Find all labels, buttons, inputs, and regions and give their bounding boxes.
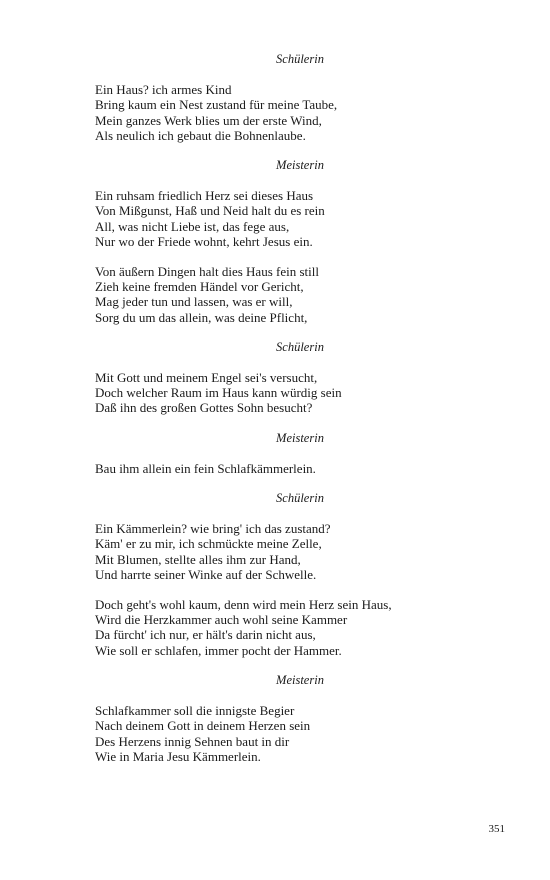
stanza: [95, 370, 455, 416]
verse-line: Als neulich ich gebaut die Bohnenlaube.: [95, 127, 306, 143]
stanza: [95, 703, 455, 764]
spacer: [95, 658, 455, 673]
spacer: [95, 67, 455, 82]
stanza: [95, 461, 455, 476]
verse-line: Doch welcher Raum im Haus kann würdig sein: [95, 385, 342, 401]
verse-line: Ein Haus? ich armes Kind: [95, 82, 232, 98]
verse-line: Bring kaum ein Nest zustand für meine Taube,: [95, 97, 338, 113]
verse-line: All, was nicht Liebe ist, das fege aus,: [95, 218, 290, 234]
verse-line: Ein Kämmerlein? wie bring' ich das zustand?: [95, 521, 331, 537]
verse-line: Nach deinem Gott in deinem Herzen sein: [95, 718, 311, 734]
spacer: [95, 249, 455, 264]
verse-line: Ein ruhsam friedlich Herz sei dieses Haus: [95, 188, 314, 204]
verse-line: Da fürcht' ich nur, er hält's darin nicht aus,: [95, 627, 316, 643]
stanza: [95, 264, 455, 325]
verse-line: Doch geht's wohl kaum, denn wird mein Herz sein Haus,: [95, 597, 392, 613]
spacer: [95, 143, 455, 158]
verse-line: Nur wo der Friede wohnt, kehrt Jesus ein.: [95, 233, 313, 249]
verse-line: Zieh keine fremden Händel vor Gericht,: [95, 279, 304, 295]
verse-line: Des Herzens innig Sehnen baut in dir: [95, 733, 290, 749]
verse-line: Von Mißgunst, Haß und Neid halt du es rein: [95, 203, 325, 219]
verse-line: Mag jeder tun und lassen, was er will,: [95, 294, 293, 310]
speaker-label: Meisterin: [276, 672, 324, 687]
spacer: [95, 476, 455, 491]
verse-line: Daß ihn des großen Gottes Sohn besucht?: [95, 400, 313, 416]
stanza: [95, 82, 455, 143]
spacer: [95, 173, 455, 188]
spacer: [95, 582, 455, 597]
poem-text: [95, 52, 455, 779]
verse-line: Mit Blumen, stellte alles ihm zur Hand,: [95, 551, 301, 567]
spacer: [95, 355, 455, 370]
verse-line: Sorg du um das allein, was deine Pflicht,: [95, 309, 308, 325]
verse-line: Mit Gott und meinem Engel sei's versucht,: [95, 370, 318, 386]
spacer: [95, 688, 455, 703]
spacer: [95, 325, 455, 340]
stanza: [95, 188, 455, 249]
spacer: [95, 764, 455, 779]
speaker-label: Schülerin: [276, 491, 324, 506]
speaker-label: Meisterin: [276, 158, 324, 173]
stanza: [95, 521, 455, 582]
stanza: [95, 597, 455, 658]
verse-line: Von äußern Dingen halt dies Haus fein still: [95, 264, 319, 280]
verse-line: Und harrte seiner Winke auf der Schwelle.: [95, 566, 317, 582]
speaker-label: Meisterin: [276, 430, 324, 445]
verse-line: Mein ganzes Werk blies um der erste Wind,: [95, 112, 322, 128]
speaker-label: Schülerin: [276, 52, 324, 66]
page-number: 351: [488, 823, 505, 835]
verse-line: Wie soll er schlafen, immer pocht der Hammer.: [95, 642, 342, 658]
verse-line: Wird die Herzkammer auch wohl seine Kammer: [95, 612, 348, 628]
verse-line: Bau ihm allein ein fein Schlafkämmerlein.: [95, 460, 316, 476]
verse-line: Käm' er zu mir, ich schmückte meine Zelle,: [95, 536, 322, 552]
verse-line: Wie in Maria Jesu Kämmerlein.: [95, 748, 261, 764]
spacer: [95, 416, 455, 431]
speaker-label: Schülerin: [276, 339, 324, 354]
spacer: [95, 506, 455, 521]
verse-line: Schlafkammer soll die innigste Begier: [95, 703, 295, 719]
spacer: [95, 446, 455, 461]
